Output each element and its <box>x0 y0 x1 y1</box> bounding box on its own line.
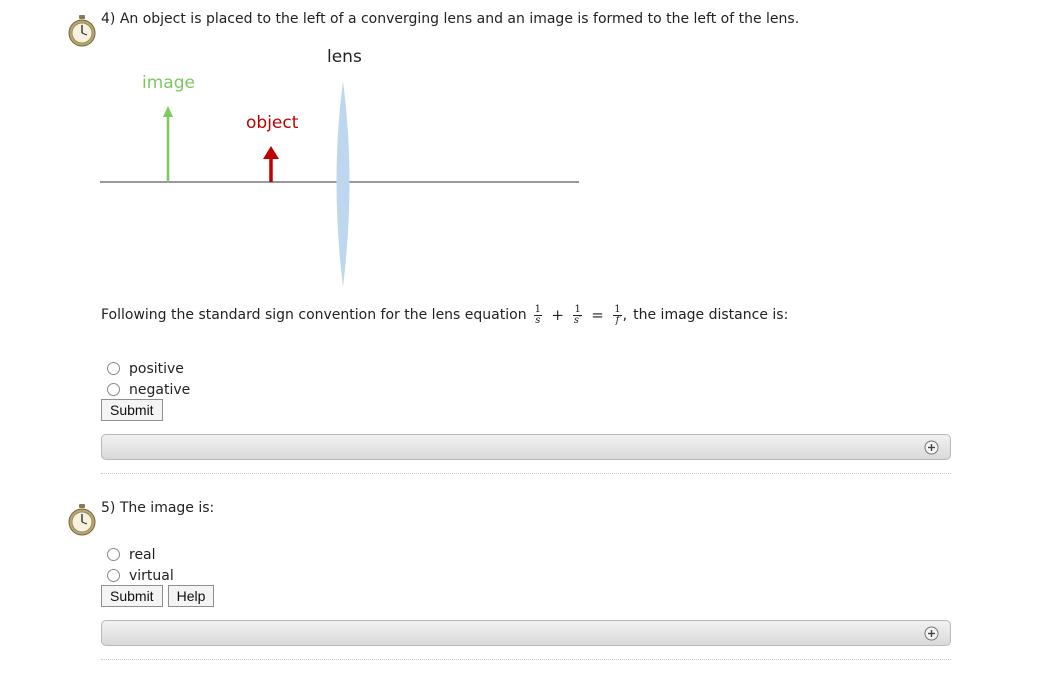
expand-plus-icon[interactable] <box>924 440 939 455</box>
question-4-text: 4) An object is placed to the left of a converging lens and an image is formed to the left of the lens. <box>101 11 800 27</box>
option-positive[interactable] <box>100 358 190 379</box>
divider <box>101 659 951 660</box>
option-negative[interactable] <box>100 379 190 400</box>
radio-real[interactable] <box>107 548 120 561</box>
divider <box>101 473 951 474</box>
object-label: object <box>246 113 299 133</box>
question-4-options <box>100 358 190 400</box>
q5-feedback-bar[interactable] <box>101 620 951 646</box>
radio-virtual[interactable] <box>107 569 120 582</box>
lens-equation-sentence <box>101 303 788 327</box>
radio-positive[interactable] <box>107 362 120 375</box>
q4-submit-button[interactable]: Submit <box>101 399 163 421</box>
lens-label: lens <box>327 47 362 67</box>
option-real[interactable] <box>100 544 174 565</box>
object-arrow <box>263 146 279 182</box>
question-5-text: 5) The image is: <box>101 500 215 516</box>
stopwatch-icon <box>67 15 97 51</box>
equation-prefix: Following the standard sign convention for the lens equation <box>101 307 527 323</box>
q5-help-button[interactable]: Help <box>168 585 215 607</box>
image-label: image <box>142 73 195 93</box>
option-virtual[interactable] <box>100 565 174 586</box>
equation-suffix: the image distance is: <box>633 307 789 323</box>
option-label: negative <box>129 381 191 398</box>
q5-submit-button[interactable]: Submit <box>101 585 163 607</box>
option-label: virtual <box>129 567 174 584</box>
q4-feedback-bar[interactable] <box>101 434 951 460</box>
stopwatch-icon <box>67 504 97 540</box>
lens-equation: $\frac{1}{s}$ + $\frac{1}{s'}$ = $\frac{1}{f}$ , <box>534 303 628 326</box>
expand-plus-icon[interactable] <box>924 626 939 641</box>
radio-negative[interactable] <box>107 383 120 396</box>
lens-shape <box>337 81 350 287</box>
image-arrow <box>163 106 173 182</box>
option-label: positive <box>129 360 184 377</box>
option-label: real <box>129 546 156 563</box>
question-5-options <box>100 544 174 586</box>
